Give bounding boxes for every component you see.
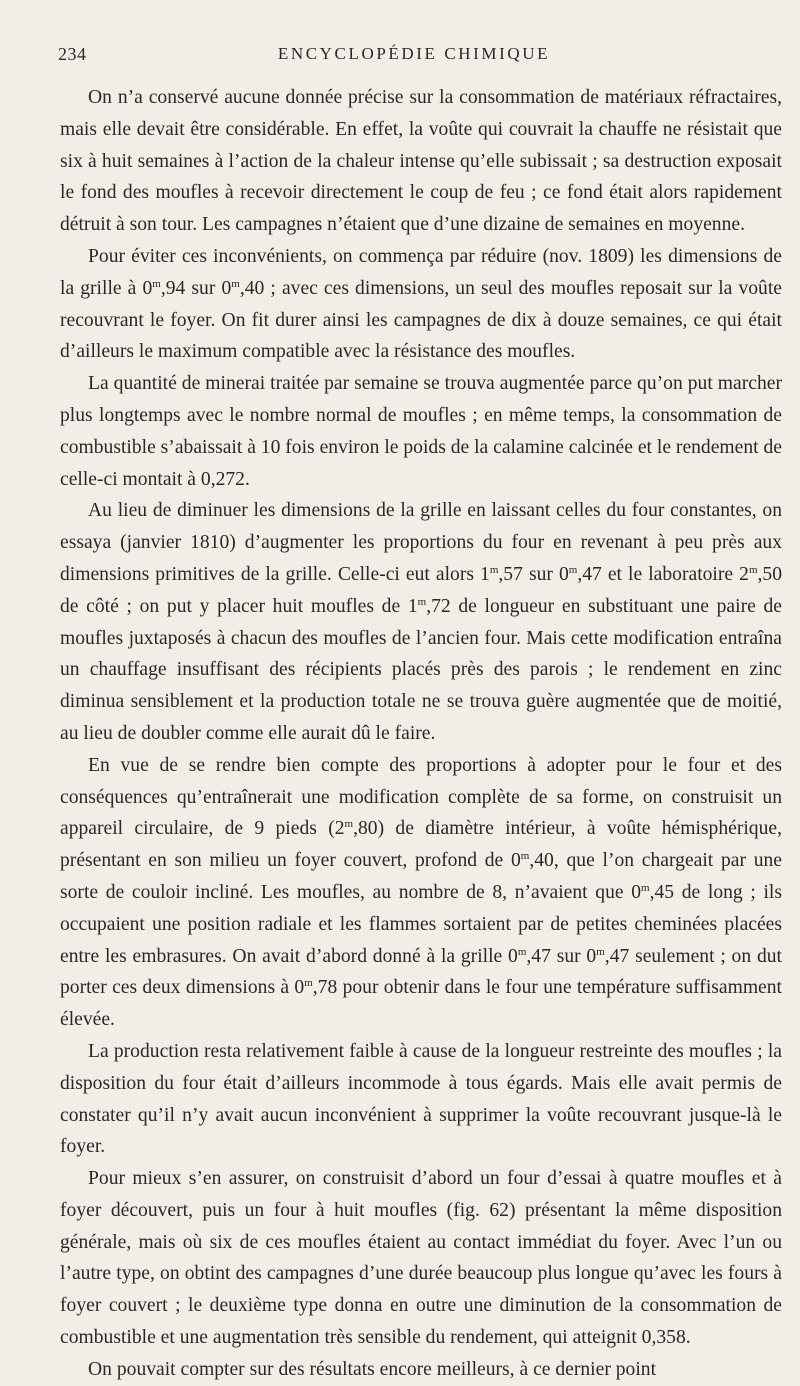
paragraph: Pour mieux s’en assurer, on construisit d’abord un four d’essai à quatre moufles et à foyer découvert, puis un four à huit moufles (fig. 62) présentant la même disposition générale, mais où six de ces moufles étaient au contact immédiat du foyer. Avec l’un ou l’autre type, on obtint des campagnes d’une durée beaucoup plus longue qu’avec les fours à foyer couvert ; le deuxième type donna en outre une diminution de la consommation de combustible et une augmentation très sensible du rendement, qui atteignit 0,358. [60, 1168, 782, 1349]
body-text [60, 82, 782, 1386]
paragraph: On n’a conservé aucune donnée précise sur la consommation de matériaux réfractaires, mais elle devait être considérable. En effet, la voûte qui couvrait la chauffe ne résistait que six à huit semaines à l’action de la chaleur intense qu’elle subissait ; sa destruction exposait le fond des moufles à recevoir directement le coup de feu ; ce fond était alors rapidement détruit à son tour. Les campagnes n’étaient que d’une dizaine de semaines en moyenne. [60, 87, 782, 236]
paragraph: Au lieu de diminuer les dimensions de la grille en laissant celles du four constantes, on essaya (janvier 1810) d’augmenter les proportions du four en revenant à peu près aux dimensions primitives de la grille. Celle-ci eut alors 1$^m$,57 sur 0$^m$,47 et le laboratoire 2$^m$,50 de côté ; on put y placer huit moufles de 1$^m$,72 de longueur en substituant une paire de moufles juxtaposés à chacun des moufles de l’ancien four. Mais cette modification entraîna un chauffage insuffisant des récipients placés près des parois ; le rendement en zinc diminua sensiblement et la production totale ne se trouva guère augmentée que de moitié, au lieu de doubler comme elle aurait dû le faire. [60, 500, 783, 744]
paragraph: La production resta relativement faible à cause de la longueur restreinte des moufles ; la disposition du four était d’ailleurs incommode à tous égards. Mais elle avait permis de constater qu’il n’y avait aucun inconvénient à supprimer la voûte recouvrant jusque-là le foyer. [60, 1040, 782, 1158]
running-title: ENCYCLOPÉDIE CHIMIQUE [277, 44, 551, 63]
paragraph: Pour éviter ces inconvénients, on commença par réduire (nov. 1809) les dimensions de la grille à 0$^m$,94 sur 0$^m$,40 ; avec ces dimensions, un seul des moufles reposait sur la voûte recouvrant le foyer. On fit durer ainsi les campagnes de dix à douze semaines, ce qui était d’ailleurs le maximum compatible avec la résistance des moufles. [60, 245, 782, 363]
page-header [58, 44, 770, 70]
paragraph: On pouvait compter sur des résultats encore meilleurs, à ce dernier point [88, 1358, 657, 1380]
page-number: 234 [58, 44, 87, 64]
paragraph: En vue de se rendre bien compte des proportions à adopter pour le four et des conséquences qu’entraînerait une modification complète de sa forme, on construisit un appareil circulaire, de 9 pieds (2$^m$,80) de diamètre intérieur, à voûte hémisphérique, présentant en son milieu un foyer couvert, profond de 0$^m$,40, que l’on chargeait par une sorte de couloir incliné. Les moufles, au nombre de 8, n’avaient que 0$^m$,45 de long ; ils occupaient une position radiale et les flammes sortaient par de petites cheminées placées entre les embrasures. On avait d’abord donné à la grille 0$^m$,47 sur 0$^m$,47 seulement ; on dut porter ces deux dimensions à 0$^m$,78 pour obtenir dans le four une température suffisamment élevée. [60, 754, 783, 1031]
paragraph: La quantité de minerai traitée par semaine se trouva augmentée parce qu’on put marcher plus longtemps avec le nombre normal de moufles ; en même temps, la consommation de combustible s’abaissait à 10 fois environ le poids de la calamine calcinée et le rendement de celle-ci montait à 0,272. [60, 373, 782, 490]
